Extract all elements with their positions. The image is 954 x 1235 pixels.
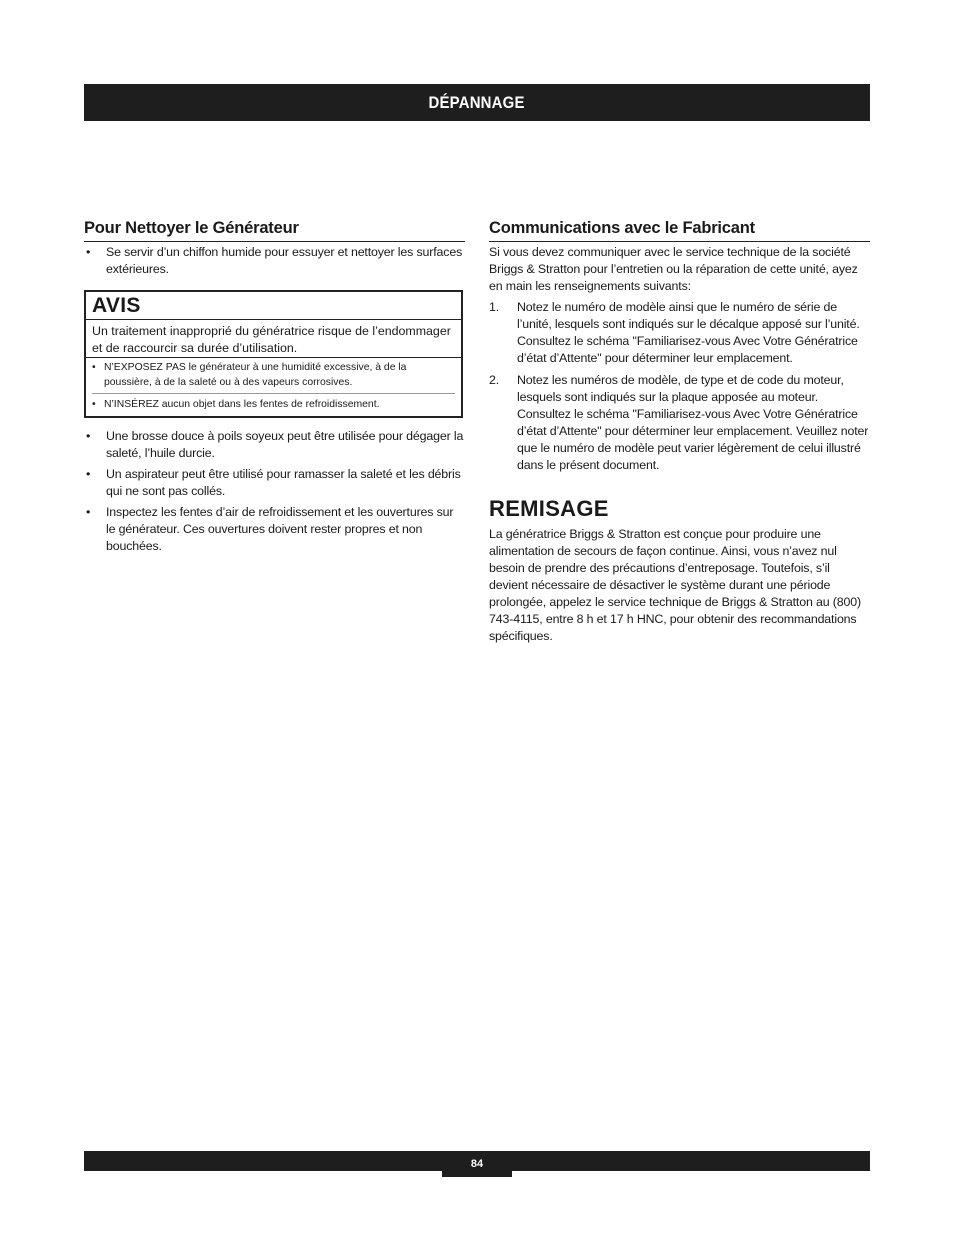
step-number: 2. xyxy=(489,373,500,387)
intro-bullet-list xyxy=(84,244,465,278)
step-text: Notez les numéros de modèle, de type et de code du moteur, lesquels sont indiqués sur la plaque apposée au moteur. Consultez le schéma "Familiarisez-vous Avec Votre Génératrice d’état d’Attente" pour déterminer leur emplacement. Veuillez noter que le numéro de modèle peut varier légèrement de celui illustré dans le présent document. xyxy=(517,373,869,472)
notice-box xyxy=(84,290,463,418)
notice-text: Un traitement inapproprié du génératrice risque de l’endommager et de raccourcir sa durée d’utilisation. xyxy=(86,320,461,358)
list-item: • Inspectez les fentes d’air de refroidissement et les ouvertures sur le générateur. Ces ouvertures doivent rester propres et non bouchées. xyxy=(84,504,465,555)
notice-list xyxy=(86,358,461,416)
storage-text: La génératrice Briggs & Stratton est conçue pour produire une alimentation de secours de façon continue. Ainsi, vous n’avez nul besoin de prendre des précautions d’entreposage. Toutefois, s’il devient nécessaire de désactiver le système durant une période prolongée, appelez le service technique de Briggs & Stratton au (800) 743-4115, entre 8 h et 17 h HNC, pour obtenir des recommandations spécifiques. xyxy=(489,527,861,643)
steps-list xyxy=(489,299,870,474)
section-header-bar xyxy=(84,84,870,121)
manufacturer-heading: Communications avec le Fabricant xyxy=(489,219,870,242)
step-item xyxy=(489,299,870,367)
section-title: DÉPANNAGE xyxy=(428,92,526,112)
list-item: • Se servir d’un chiffon humide pour essuyer et nettoyer les surfaces extérieures. xyxy=(84,244,465,278)
manufacturer-intro: Si vous devez communiquer avec le service technique de la société Briggs & Stratton pour l’entretien ou la réparation de cette unité, ayez en main les renseignements suivants: xyxy=(489,245,858,293)
right-column xyxy=(489,219,870,645)
storage-heading: REMISAGE xyxy=(489,496,609,521)
notice-title: AVIS xyxy=(86,292,461,320)
left-column xyxy=(84,219,465,559)
step-text: Notez le numéro de modèle ainsi que le numéro de série de l’unité, lesquels sont indiqués sur le décalque apposé sur l’unité. Consultez le schéma "Familiarisez-vous Avec Votre Génératrice d’état d’Attente" pour déterminer leur emplacement. xyxy=(517,300,860,365)
cleaning-heading: Pour Nettoyer le Générateur xyxy=(84,219,465,242)
list-item: • Un aspirateur peut être utilisé pour ramasser la saleté et les débris qui ne sont pas collés. xyxy=(84,466,465,500)
list-item: • Une brosse douce à poils soyeux peut être utilisée pour dégager la saleté, l’huile durcie. xyxy=(84,428,465,462)
step-item xyxy=(489,372,870,474)
notice-item: • N’EXPOSEZ PAS le générateur à une humidité excessive, à de la poussière, à de la saleté ou à des vapeurs corrosives. xyxy=(92,360,455,390)
step-number: 1. xyxy=(489,300,500,314)
cleaning-bullet-list xyxy=(84,428,465,555)
notice-item: • N’INSÉREZ aucun objet dans les fentes de refroidissement. xyxy=(92,393,455,412)
page-number: 84 xyxy=(442,1151,512,1177)
